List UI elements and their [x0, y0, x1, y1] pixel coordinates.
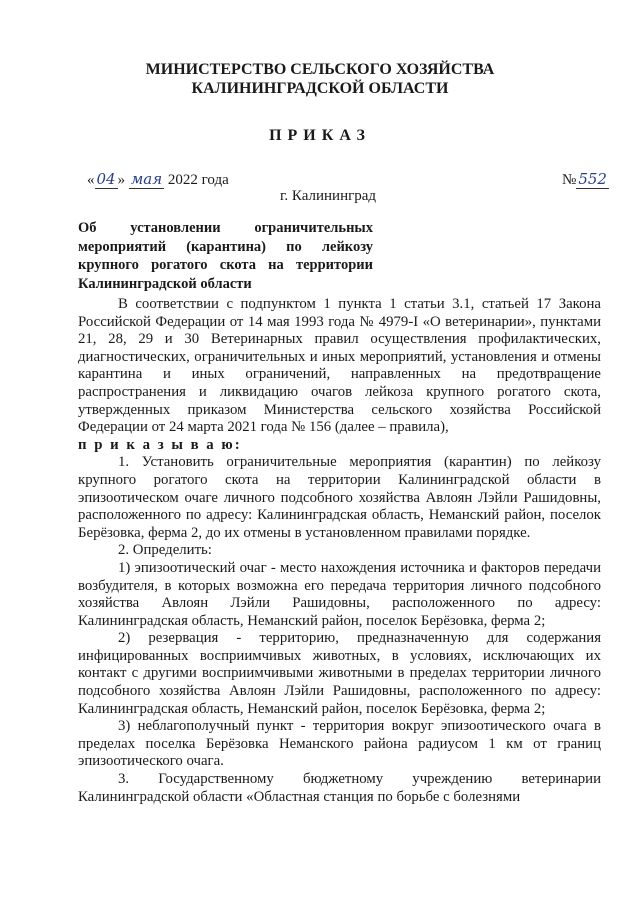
date-close-quote: »: [117, 172, 126, 188]
order-word: п р и к а з ы в а ю:: [78, 436, 242, 453]
order-word-line: [78, 437, 601, 455]
order-body: [78, 296, 601, 806]
preamble-paragraph: В соответствии с подпунктом 1 пункта 1 статьи 3.1, статьей 17 Закона Российской Федерации от 14 мая 1993 года № 4979-I «О ветеринарии», пунктами 21, 28, 29 и 30 Ветеринарных правил осуществления профилактических, диагностических, ограничительных и иных мероприятий, установления и отмены карантина и иных ограничений, направленных на предотвращение распространения и ликвидацию очагов лейкоза крупного рогатого скота, утвержденных приказом Министерства сельского хозяйства Российской Федерации от 24 марта 2021 года № 156 (далее – правила),: [78, 296, 601, 436]
order-number: [562, 170, 609, 189]
ministry-name-line1: МИНИСТЕРСТВО СЕЛЬСКОГО ХОЗЯЙСТВА: [145, 61, 495, 78]
ministry-name-line2: КАЛИНИНГРАДСКОЙ ОБЛАСТИ: [191, 80, 449, 97]
paragraph-2-item-3: 3) неблагополучный пункт - территория вокруг эпизоотического очага в пределах поселка Берёзовка Неманского района радиусом 1 км от границ эпизоотического очага.: [78, 718, 601, 770]
paragraph-2: 2. Определить:: [118, 542, 212, 559]
date-day-handwritten: 04: [96, 170, 116, 188]
order-subject: Об установлении ограничительных мероприятий (карантина) по лейкозу крупного рогатого скота на территории Калининградской области: [78, 220, 373, 292]
date-open-quote: «: [87, 172, 95, 188]
order-date: [87, 170, 229, 189]
paragraph-3: 3. Государственному бюджетному учреждению ветеринарии Калининградской области «Областная станция по борьбе с болезнями: [78, 771, 601, 805]
paragraph-2-item-1: 1) эпизоотический очаг - место нахождения источника и факторов передачи возбудителя, в которых возможна его передача территория личного подсобного хозяйства Авлоян Лэйли Рашидовны, расположенного по адресу: Калининградская область, Неманский район, поселок Берёзовка, ферма 2;: [78, 559, 601, 629]
document-type-title: ПРИКАЗ: [269, 127, 371, 144]
city-line: г. Калининград: [279, 188, 377, 204]
number-handwritten: 552: [578, 170, 607, 188]
number-prefix: №: [562, 172, 577, 188]
ministry-header: [0, 60, 640, 98]
date-month-handwritten: мая: [130, 170, 163, 188]
date-year: 2022 года: [167, 172, 229, 188]
paragraph-1: 1. Установить ограничительные мероприятия (карантин) по лейкозу крупного рогатого скота на территории Калининградской области в эпизоотическом очаге личного подсобного хозяйства Авлоян Лэйли Рашидовны, расположенного по адресу: Калининградская область, Неманский район, поселок Берёзовка, ферма 2, до их отмены в установленном правилами порядке.: [78, 454, 601, 541]
paragraph-2-item-2: 2) резервация - территорию, предназначенную для содержания инфицированных восприимчивых животных, в условиях, исключающих их контакт с другими восприимчивыми животными в пределах территории личного подсобного хозяйства Авлоян Лэйли Рашидовны, расположенного по адресу: Калининградская область, Неманский район, поселок Берёзовка, ферма 2;: [78, 630, 601, 717]
